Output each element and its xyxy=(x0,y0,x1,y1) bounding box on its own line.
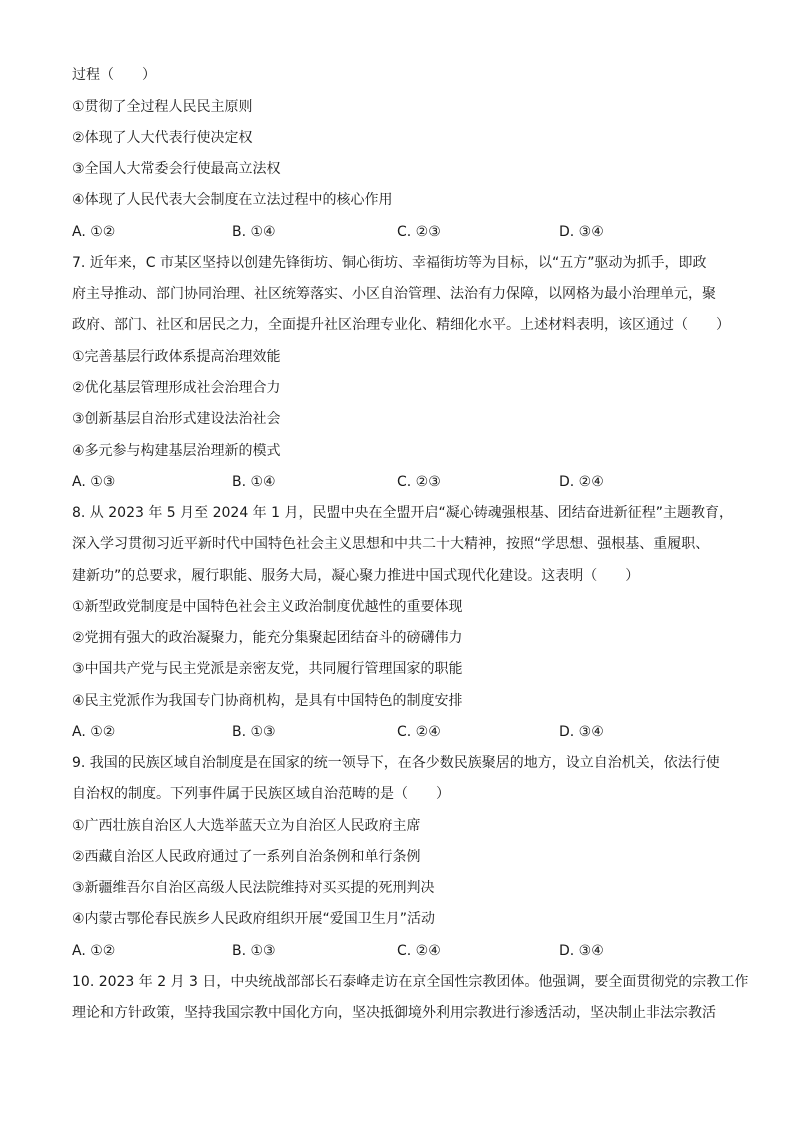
q6-choice-1: ①贯彻了全过程人民民主原则 xyxy=(72,99,253,115)
q7-option-b[interactable]: B. ①④ xyxy=(232,474,276,490)
q9-choice-2: ②西藏自治区人民政府通过了一系列自治条例和单行条例 xyxy=(72,849,421,865)
q8-option-b[interactable]: B. ①③ xyxy=(232,724,276,740)
q6-choice-2: ②体现了人大代表行使决定权 xyxy=(72,130,253,146)
q6-option-a[interactable]: A. ①② xyxy=(72,224,116,240)
q6-option-d[interactable]: D. ③④ xyxy=(559,224,604,240)
q9-choice-3: ③新疆维吾尔自治区高级人民法院维持对买买提的死刑判决 xyxy=(72,880,435,896)
q9-option-b[interactable]: B. ①③ xyxy=(232,943,276,959)
q8-stem-line-3: 建新功”的总要求，履行职能、服务大局，凝心聚力推进中国式现代化建设。这表明（ ） xyxy=(72,568,640,584)
q7-choice-4: ④多元参与构建基层治理新的模式 xyxy=(72,443,281,459)
q10-stem-line-1: 10. 2023 年 2 月 3 日，中央统战部部长石泰峰走访在京全国性宗教团体。他强调，要全面贯彻党的宗教工作 xyxy=(72,974,749,990)
q9-stem-line-2: 自治权的制度。下列事件属于民族区域自治范畴的是（ ） xyxy=(72,786,450,802)
q6-option-b[interactable]: B. ①④ xyxy=(232,224,276,240)
q7-stem-line-1: 7. 近年来，C 市某区坚持以创建先锋街坊、铜心街坊、幸福街坊等为目标，以“五方”驱动为抓手，即政 xyxy=(72,255,707,271)
q8-choice-1: ①新型政党制度是中国特色社会主义政治制度优越性的重要体现 xyxy=(72,599,463,615)
q7-option-c[interactable]: C. ②③ xyxy=(397,474,441,490)
q8-stem-line-1: 8. 从 2023 年 5 月至 2024 年 1 月，民盟中央在全盟开启“凝心铸魂强根基、团结奋进新征程”主题教育， xyxy=(72,505,733,521)
q7-option-a[interactable]: A. ①③ xyxy=(72,474,116,490)
q8-choice-2: ②党拥有强大的政治凝聚力，能充分集聚起团结奋斗的磅礴伟力 xyxy=(72,630,463,646)
q6-option-c[interactable]: C. ②③ xyxy=(397,224,441,240)
q8-option-d[interactable]: D. ③④ xyxy=(559,724,604,740)
q7-choice-2: ②优化基层管理形成社会治理合力 xyxy=(72,380,281,396)
q8-stem-line-2: 深入学习贯彻习近平新时代中国特色社会主义思想和中共二十大精神，按照“学思想、强根基、重履职、 xyxy=(72,536,710,552)
q9-option-a[interactable]: A. ①② xyxy=(72,943,116,959)
q8-choice-4: ④民主党派作为我国专门协商机构，是具有中国特色的制度安排 xyxy=(72,693,463,709)
q9-option-d[interactable]: D. ③④ xyxy=(559,943,604,959)
q6-choice-3: ③全国人大常委会行使最高立法权 xyxy=(72,161,281,177)
q9-option-c[interactable]: C. ②④ xyxy=(397,943,441,959)
q6-choice-4: ④体现了人民代表大会制度在立法过程中的核心作用 xyxy=(72,192,393,208)
q7-stem-line-3: 政府、部门、社区和居民之力，全面提升社区治理专业化、精细化水平。上述材料表明，该区通过（ ） xyxy=(72,317,730,333)
q7-choice-1: ①完善基层行政体系提高治理效能 xyxy=(72,349,281,365)
q8-choice-3: ③中国共产党与民主党派是亲密友党，共同履行管理国家的职能 xyxy=(72,661,463,677)
q9-choice-1: ①广西壮族自治区人大选举蓝天立为自治区人民政府主席 xyxy=(72,818,421,834)
q8-option-a[interactable]: A. ①② xyxy=(72,724,116,740)
q7-option-d[interactable]: D. ②④ xyxy=(559,474,604,490)
q10-stem-line-2: 理论和方针政策，坚持我国宗教中国化方向，坚决抵御境外利用宗教进行渗透活动，坚决制止非法宗教活 xyxy=(72,1005,716,1021)
q9-choice-4: ④内蒙古鄂伦春民族乡人民政府组织开展“爱国卫生月”活动 xyxy=(72,911,436,927)
q8-option-c[interactable]: C. ②④ xyxy=(397,724,441,740)
q7-choice-3: ③创新基层自治形式建设法治社会 xyxy=(72,411,281,427)
q7-stem-line-2: 府主导推动、部门协同治理、社区统筹落实、小区自治管理、法治有力保障，以网格为最小治理单元，聚 xyxy=(72,286,716,302)
q6-stem-tail: 过程（ ） xyxy=(72,67,156,83)
q9-stem-line-1: 9. 我国的民族区域自治制度是在国家的统一领导下，在各少数民族聚居的地方，设立自治机关，依法行使 xyxy=(72,755,720,771)
